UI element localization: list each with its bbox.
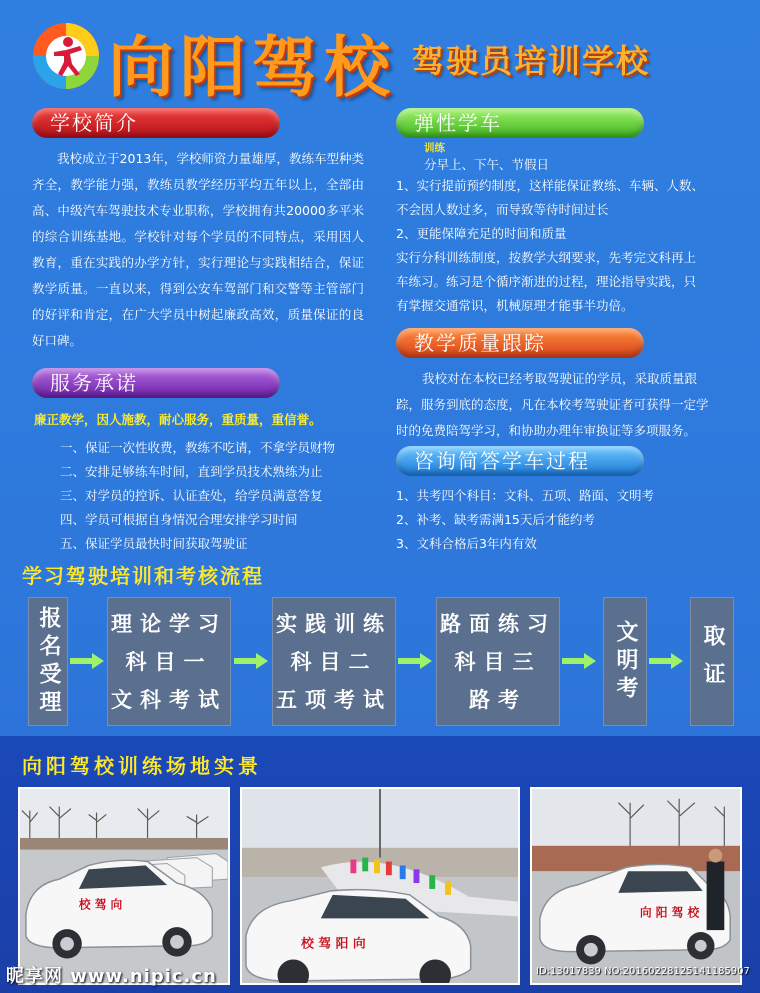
training-field-photo [240,787,520,985]
promise-item: 三、对学员的控诉、认证查处，给学员满意答复 [60,488,323,503]
quality-text [396,366,709,444]
process-step-road [436,597,560,726]
watermark-id: ID:13017839 NO:20160228125141185907 [536,966,750,977]
flexible-details [396,174,704,318]
quality-line: 时的免费陪驾学习，和协助办理年审换证等多项服务。 [396,423,697,438]
consult-item: 3、文科合格后3年内有效 [396,536,537,551]
intro-text: 我校成立于2013年，学校师资力量雄厚，教练车型种类齐全，教学能力强，教练员教学经历平均五年以上，全部由高、中级汽车驾驶技术专业职称，学校拥有共20000多平米的综合训练基地。学校针对每个学员的不同特点，采用因人教育，重在实践的办学方针，实行理论与实践相结合，保证教学质量。一直以来，得到公安车驾部门和交警等主管部门的好评和肯定，在广大学员中树起廉政高效，质量保证的良好口碑。 [32,151,364,348]
page-title: 向阳驾校 [108,29,396,106]
photo-section-title: 向阳驾校训练场地实景 [22,754,262,778]
process-step-line: 路考 [469,687,527,712]
process-step-line: 科目二 [290,649,378,674]
process-title: 学习驾驶培训和考核流程 [22,564,264,588]
promise-item: 五、保证学员最快时间获取驾驶证 [60,536,248,551]
instructor-car-photo [530,787,742,985]
flexible-item2-line: 实行分科训练制度，按教学大纲要求，先考完文科再上 [396,250,697,265]
promise-item: 四、学员可根据自身情况合理安排学习时间 [60,512,298,527]
promise-item: 一、保证一次性收费，教练不吃请，不拿学员财物 [60,440,336,455]
process-step-line: 理论学习 [111,611,227,636]
quality-heading: 教学质量跟踪 [396,328,644,358]
arrow-right-icon [398,651,434,671]
flexible-label: 训练 [424,142,445,154]
process-step-line: 路面练习 [440,611,556,636]
car-door-text: 校 驾 阳 向 [301,936,366,952]
process-step-civil [603,597,647,726]
arrow-right-icon [649,651,685,671]
arrow-right-icon [70,651,106,671]
flexible-item2-line: 有掌握交通常识，机械原理才能事半功倍。 [396,298,634,313]
process-step-register [28,597,68,726]
process-step-line: 科目一 [125,649,213,674]
consult-heading: 咨询简答学车过程 [396,446,644,476]
page-subtitle: 驾驶员培训学校 [412,42,651,80]
process-step-practice [272,597,396,726]
car-door-text: 校 驾 向 [78,897,123,912]
process-step-theory [107,597,231,726]
arrow-right-icon [562,651,598,671]
process-step-line: 科目三 [454,649,542,674]
car-door-text: 向 阳 驾 校 [639,905,700,920]
process-step-line: 五项考试 [276,687,392,712]
watermark-logo: 昵享网 www.nipic.cn [6,966,217,987]
process-step-label: 报名受理 [36,605,61,718]
flexible-times: 分早上、下午、节假日 [424,157,550,172]
process-step-label: 取证 [700,623,725,700]
flexible-item2-line: 车练习。练习是个循序渐进的过程，理论指导实践，只 [396,274,697,289]
promise-list [60,436,335,556]
school-logo-icon [30,20,102,92]
flexible-item1-title: 1、实行提前预约制度，这样能保证教练、车辆、人数、 [396,178,704,193]
training-car-photo [18,787,230,985]
intro-heading: 学校简介 [32,108,280,138]
arrow-right-icon [234,651,270,671]
process-step-label: 文明考 [613,619,638,704]
process-step-license [690,597,734,726]
promise-slogan: 廉正教学，因人施教，耐心服务，重质量，重信誉。 [34,412,322,427]
promise-item: 二、安排足够练车时间，直到学员技术熟练为止 [60,464,323,479]
process-step-line: 文科考试 [111,687,227,712]
process-step-line: 实践训练 [276,611,392,636]
consult-item: 1、共考四个科目：文科、五项、路面、文明考 [396,488,654,503]
flexible-item2-title: 2、更能保障充足的时间和质量 [396,226,567,241]
consult-item: 2、补考、缺考需满15天后才能约考 [396,512,595,527]
promise-heading: 服务承诺 [32,368,280,398]
flexible-heading: 弹性学车 [396,108,644,138]
flexible-item1-cont: 不会因人数过多，而导致等待时间过长 [396,202,609,217]
quality-line: 踪，服务到底的态度，凡在本校考驾驶证者可获得一定学 [396,397,709,412]
consult-list [396,484,654,556]
quality-line: 我校对在本校已经考取驾驶证的学员，采取质量跟 [422,371,698,386]
